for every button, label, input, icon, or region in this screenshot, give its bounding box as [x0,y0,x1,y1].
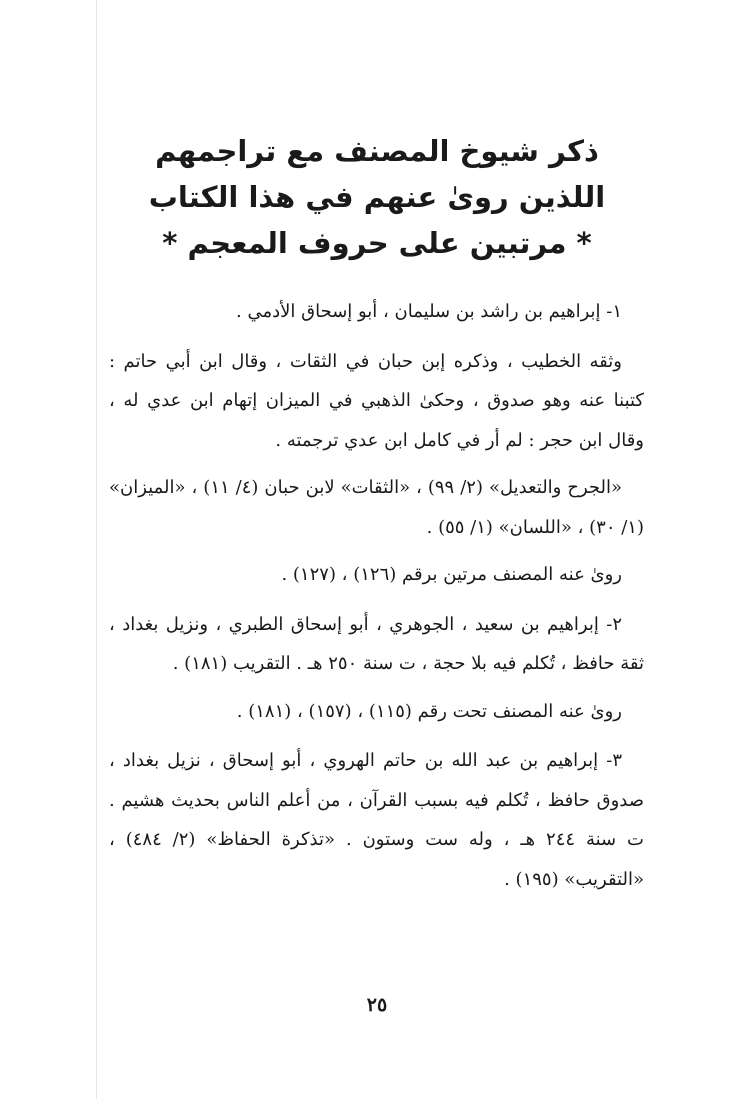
entry-1-sources: «الجرح والتعديل» (٢/ ٩٩) ، «الثقات» لابن حبان (٤/ ١١) ، «الميزان» (١/ ٣٠) ، «اللسان» (١/ ٥٥) . [109,477,644,538]
page-number: ٢٥ [366,994,388,1016]
page-content [109,292,644,907]
entry-1-narrated: روىٰ عنه المصنف مرتين برقم (١٢٦) ، (١٢٧) . [281,564,622,585]
entry-3-heading: ٣- إبراهيم بن عبد الله بن حاتم الهروي ، أبو إسحاق ، نزيل بغداد ، صدوق حافظ ، تُكلم فيه بسبب القرآن ، من أعلم الناس بحديث هشيم . ت سنة ٢٤٤ هـ ، وله ست وستون . «تذكرة الحفاظ» (٢/ ٤٨٤) ، «التقريب» (١٩٥) . [109,750,644,890]
entry-2-narrated: روىٰ عنه المصنف تحت رقم (١١٥) ، (١٥٧) ، (١٨١) . [236,700,622,722]
entry-1-heading: ١- إبراهيم بن راشد بن سليمان ، أبو إسحاق الأدمي . [236,301,622,322]
title-line-1: ذكر شيوخ المصنف مع تراجمهم [155,134,599,168]
title-line-2: اللذين روىٰ عنهم في هذا الكتاب [148,180,606,214]
title-line-3: * مرتبين على حروف المعجم * [162,226,592,260]
entry-1-bio: وثقه الخطيب ، وذكره إبن حبان في الثقات ، وقال ابن أبي حاتم : كتبنا عنه وهو صدوق ، وحكىٰ الذهبي في الميزان إتهام ابن عدي له ، وقال ابن حجر : لم أر في كامل ابن عدي ترجمته . [109,350,644,451]
chapter-title [0,128,754,266]
entry-2-heading: ٢- إبراهيم بن سعيد ، الجوهري ، أبو إسحاق الطبري ، ونزيل بغداد ، ثقة حافظ ، تُكلم فيه بلا حجة ، ت سنة ٢٥٠ هـ . التقريب (١٨١) . [109,613,644,674]
